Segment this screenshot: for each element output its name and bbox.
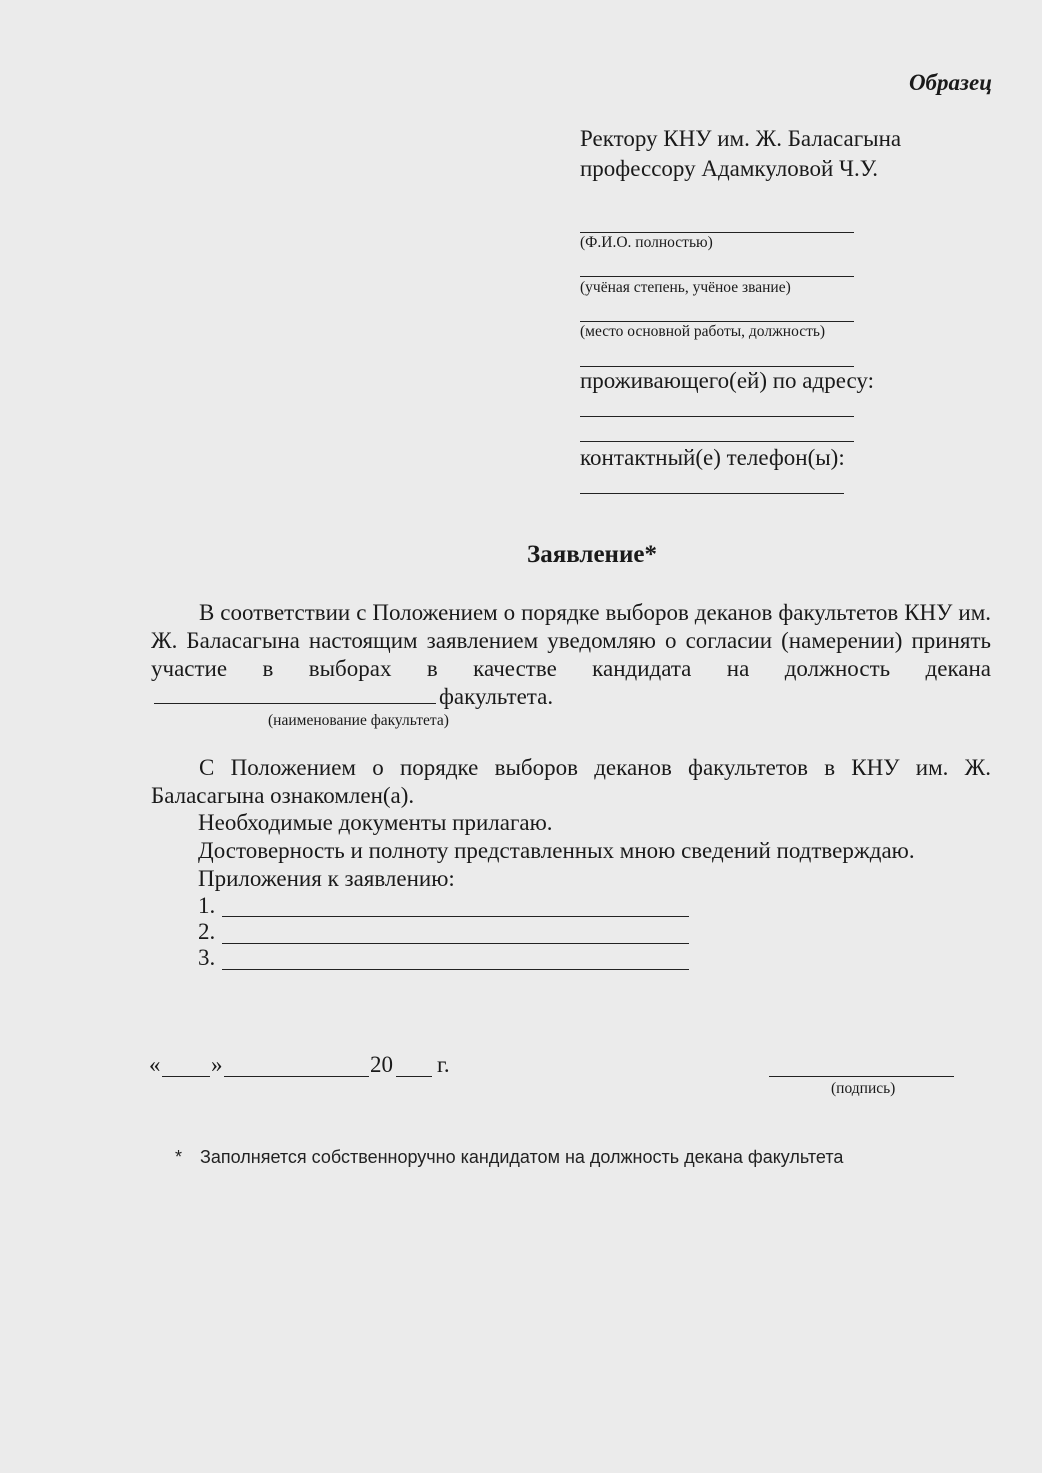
regulation-paragraph	[151, 754, 991, 810]
attachment-line-1	[222, 916, 689, 917]
attachment-number-2: 2.	[198, 919, 216, 944]
statement-paragraph	[151, 599, 991, 711]
statement-text: В соответствии с Положением о порядке выборов деканов факультетов КНУ им. Ж. Баласагына настоящим заявлением уведомляю о согласии (намерении) принять участие в выборах в качестве кандидата на должность декана	[151, 600, 991, 681]
date-open-quote: «	[149, 1052, 161, 1077]
date-day-blank	[162, 1076, 210, 1077]
attachment-number-3: 3.	[198, 945, 216, 970]
footnote-text: Заполняется собственноручно кандидатом на должность декана факультета	[200, 1147, 844, 1167]
documents-line: Необходимые документы прилагаю.	[198, 810, 553, 835]
page-title: Заявление*	[527, 541, 657, 568]
footnote	[175, 1147, 843, 1168]
address-blank-line-1	[580, 416, 854, 417]
addressee-line-1: Ректору КНУ им. Ж. Баласагына	[580, 126, 902, 151]
signature-caption: (подпись)	[831, 1080, 896, 1097]
date-year-blank	[396, 1076, 432, 1077]
attachment-line-3	[222, 969, 689, 970]
fio-caption: (Ф.И.О. полностью)	[580, 234, 713, 251]
date-close-quote: »	[211, 1052, 223, 1077]
signature-blank-line	[769, 1076, 954, 1077]
attachment-number-1: 1.	[198, 893, 216, 918]
sample-label: Образец	[908, 70, 992, 95]
attachments-label: Приложения к заявлению:	[198, 866, 455, 891]
phone-blank-line	[580, 493, 844, 494]
address-blank-line-2	[580, 441, 854, 442]
degree-blank-line	[580, 276, 854, 277]
addressee-line-2: профессору Адамкуловой Ч.У.	[580, 156, 878, 181]
date-year-suffix: г.	[437, 1052, 450, 1077]
work-blank-line	[580, 321, 854, 322]
phone-label: контактный(е) телефон(ы):	[580, 445, 845, 470]
extra-blank-line	[580, 366, 854, 367]
statement-ending: факультета.	[439, 684, 554, 709]
reliability-line: Достоверность и полноту представленных мною сведений подтверждаю.	[198, 838, 915, 863]
degree-caption: (учёная степень, учёное звание)	[580, 279, 791, 296]
faculty-caption: (наименование факультета)	[268, 712, 449, 729]
address-label: проживающего(ей) по адресу:	[580, 368, 874, 393]
attachment-line-2	[222, 943, 689, 944]
footnote-mark: *	[175, 1147, 183, 1167]
regulation-text: С Положением о порядке выборов деканов факультетов в КНУ им. Ж. Баласагына ознакомлен(а).	[151, 755, 991, 808]
work-caption: (место основной работы, должность)	[580, 323, 826, 340]
fio-blank-line	[580, 232, 854, 233]
date-year-prefix: 20	[370, 1052, 393, 1077]
faculty-blank	[154, 689, 436, 704]
date-month-blank	[224, 1076, 369, 1077]
